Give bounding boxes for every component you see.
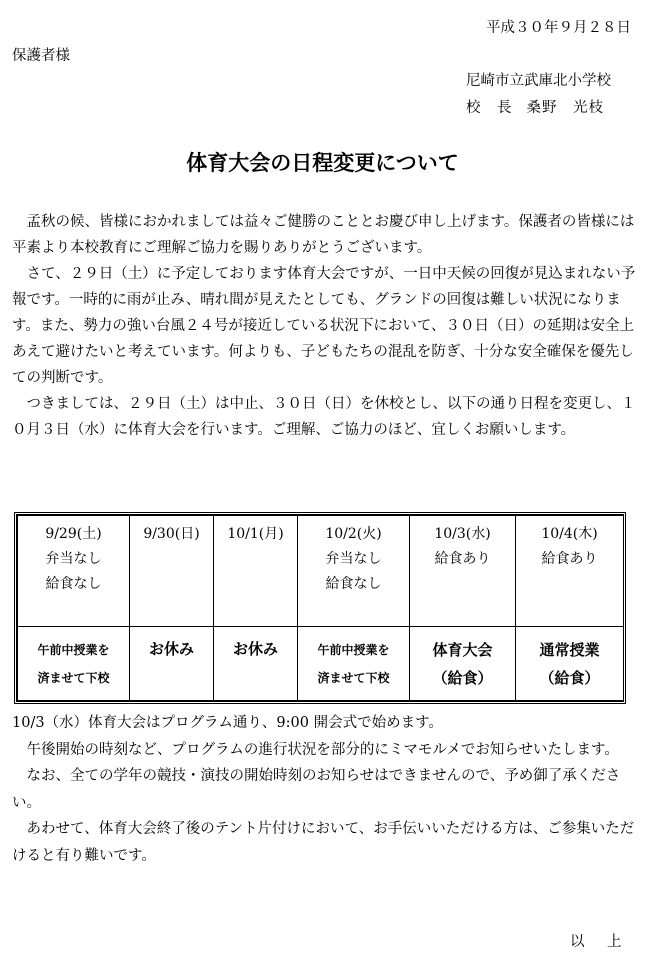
schedule-plan: お休み [148,640,194,658]
schedule-cell-plan [130,627,214,701]
schedule-plan: 通常授業 [539,640,600,659]
schedule-plan: 済ませて下校 [37,670,110,685]
schedule-cell-plan [410,627,516,701]
principal-title: 校 長 [466,100,513,116]
notes [12,710,637,869]
schedule-plan: 午前中授業を [37,642,110,657]
schedule-plan: 済ませて下校 [317,670,390,685]
note-progress: 午後開始の時刻など、プログラムの進行状況を部分的にミマモルメでお知らせいたします。 [26,741,619,758]
paragraph-greeting: 孟秋の候、皆様におかれましては益々ご健勝のこととお慶び申し上げます。保護者の皆様には平素より本校教育にご理解ご協力を賜りありがとうございます。 [12,214,635,256]
closing: 以 上 [570,934,626,950]
sender-principal [466,96,604,117]
schedule-cell-plan [18,627,130,701]
page-title: 体育大会の日程変更について [186,151,459,175]
schedule-date: 9/29(土) [45,526,102,542]
schedule-cell-info [516,516,624,627]
schedule-plan-row [18,627,624,701]
schedule-lunch: 弁当なし [45,551,102,567]
sender-school: 尼崎市立武庫北小学校 [466,73,611,89]
schedule-plan: 体育大会 [432,640,493,659]
principal-name: 桑野 光枝 [526,100,604,116]
letter-date: 平成３０年９月２８日 [486,20,631,36]
schedule-date: 10/4(木) [541,526,598,542]
paragraph-change: つきましては、２９日（土）は中止、３０日（日）を休校とし、以下の通り日程を変更し、１０月３日（水）に体育大会を行います。ご理解、ご協力のほど、宜しくお願いします。 [12,396,636,438]
schedule-lunch: 給食あり [541,551,598,567]
schedule-cell-info [214,516,298,627]
schedule-plan: （給食） [432,668,493,687]
schedule-cell-plan [298,627,410,701]
schedule-lunch: 給食あり [434,551,491,567]
paragraph-reason: さて、２９日（土）に予定しております体育大会ですが、一日中天候の回復が見込まれない予報です。一時的に雨が止み、晴れ間が見えたとしても、グランドの回復は難しい状況になります。また、勢力の強い台風２４号が接近している状況下において、３０日（日）の延期は安全上あえて避けたいと考えています。何よりも、子どもたちの混乱を防ぎ、十分な安全確保を優先しての判断です。 [12,266,636,386]
note-times: なお、全ての学年の競技・演技の開始時刻のお知らせはできませんので、予め御了承ください。 [12,768,621,811]
schedule-cell-info [130,516,214,627]
schedule-lunch: 給食なし [325,576,382,592]
schedule-cell-plan [214,627,298,701]
schedule-cell-info [410,516,516,627]
schedule-cell-info [298,516,410,627]
schedule-plan: （給食） [539,668,600,687]
schedule-lunch: 給食なし [45,576,102,592]
addressee: 保護者様 [12,48,70,64]
schedule-cell-info [18,516,130,627]
schedule-info-row [18,516,624,627]
schedule-table [14,512,626,704]
schedule-date: 10/2(火) [325,526,382,542]
schedule-date: 10/1(月) [227,526,284,542]
schedule-lunch: 弁当なし [325,551,382,567]
schedule-date: 9/30(日) [143,526,200,542]
letter-body [12,209,637,443]
note-opening: 10/3（水）体育大会はプログラム通り、9:00 開会式で始めます。 [12,715,443,731]
schedule-plan: お休み [232,640,278,658]
schedule-plan: 午前中授業を [317,642,390,657]
note-tents: あわせて、体育大会終了後のテント片付けにおいて、お手伝いいただける方は、ご参集いただけると有り難いです。 [12,821,635,864]
schedule-date: 10/3(水) [434,526,491,542]
schedule-cell-plan [516,627,624,701]
